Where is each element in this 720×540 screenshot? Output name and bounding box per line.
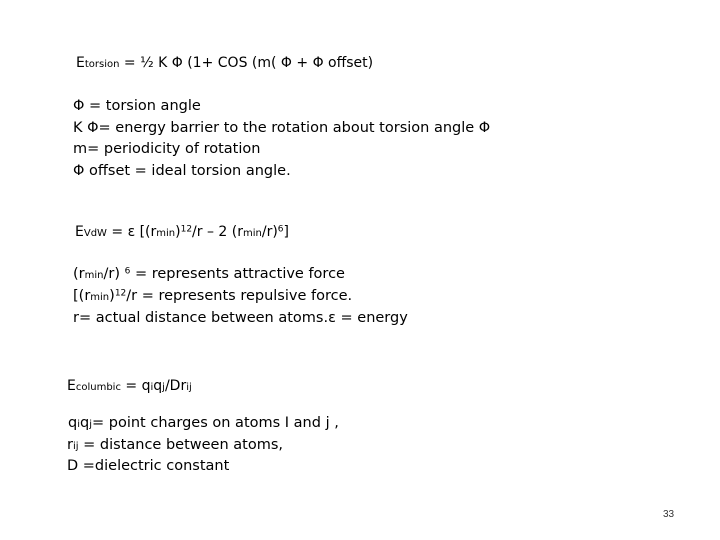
rdist-r: r — [67, 437, 73, 453]
torsion-equation-rest: = ½ K Φ (1+ COS (m( Φ + Φ offset) — [119, 55, 374, 71]
coulomb-i: i — [150, 382, 154, 393]
vdw-part-4: /r) — [261, 224, 278, 240]
rep-part-1: [(r — [73, 288, 91, 304]
coulomb-part-2: q — [153, 378, 163, 394]
torsion-subscript: torsion — [84, 59, 120, 70]
vdw-min-1: min — [156, 228, 176, 239]
vdw-part-3: /r – 2 (r — [192, 224, 243, 240]
coulomb-subscript: columbic — [75, 382, 121, 393]
charges-j: j — [89, 419, 92, 430]
attr-part-1: (r — [73, 266, 85, 282]
torsion-def-offset: Φ offset = ideal torsion angle. — [73, 163, 291, 179]
attr-part-3: = represents attractive force — [130, 266, 345, 282]
rdist-ij: ij — [72, 441, 79, 452]
charges-q1: q — [68, 415, 78, 431]
vdw-part-1: = ε [(r — [106, 224, 157, 240]
vdw-exp-12: 12 — [180, 224, 193, 235]
vdw-part-2: ) — [175, 224, 181, 240]
page-number: 33 — [663, 509, 675, 520]
rep-part-2: ) — [109, 288, 115, 304]
charges-q2: q — [80, 415, 90, 431]
coulomb-def-charges — [68, 416, 339, 431]
coulomb-part-3: /Dr — [164, 378, 187, 394]
attr-min: min — [84, 270, 104, 281]
rdist-rest: = distance between atoms, — [78, 437, 283, 453]
vdw-e: E — [75, 224, 84, 240]
coulomb-j: j — [162, 382, 165, 393]
charges-i: i — [77, 419, 80, 430]
vdw-def-distance: r= actual distance between atoms.ε = energy — [73, 310, 408, 326]
attr-exp: 6 — [124, 266, 131, 277]
vdw-subscript: VdW — [83, 228, 107, 239]
vdw-part-5: ] — [283, 224, 289, 240]
vdw-def-repulsive — [73, 289, 352, 304]
torsion-equation — [76, 56, 373, 70]
attr-part-2: /r) — [103, 266, 125, 282]
vdw-min-2: min — [243, 228, 262, 239]
coulomb-def-dielectric: D =dielectric constant — [67, 458, 230, 474]
rep-part-3: /r = represents repulsive force. — [126, 288, 353, 304]
coulomb-equation — [67, 379, 192, 393]
charges-rest: = point charges on atoms I and j , — [92, 415, 339, 431]
torsion-def-barrier: K Φ= energy barrier to the rotation about torsion angle Φ — [73, 120, 491, 136]
torsion-def-angle: Φ = torsion angle — [73, 98, 201, 114]
torsion-e: E — [76, 55, 85, 71]
rep-exp: 12 — [114, 288, 127, 299]
vdw-exp-6: 6 — [277, 224, 284, 235]
coulomb-e: E — [67, 378, 76, 394]
vdw-equation — [75, 225, 289, 239]
vdw-def-attractive — [73, 267, 345, 282]
torsion-def-periodicity: m= periodicity of rotation — [73, 141, 261, 157]
coulomb-part-1: = q — [120, 378, 151, 394]
coulomb-ij: ij — [186, 382, 192, 393]
coulomb-def-distance — [67, 438, 283, 453]
rep-min: min — [90, 292, 110, 303]
